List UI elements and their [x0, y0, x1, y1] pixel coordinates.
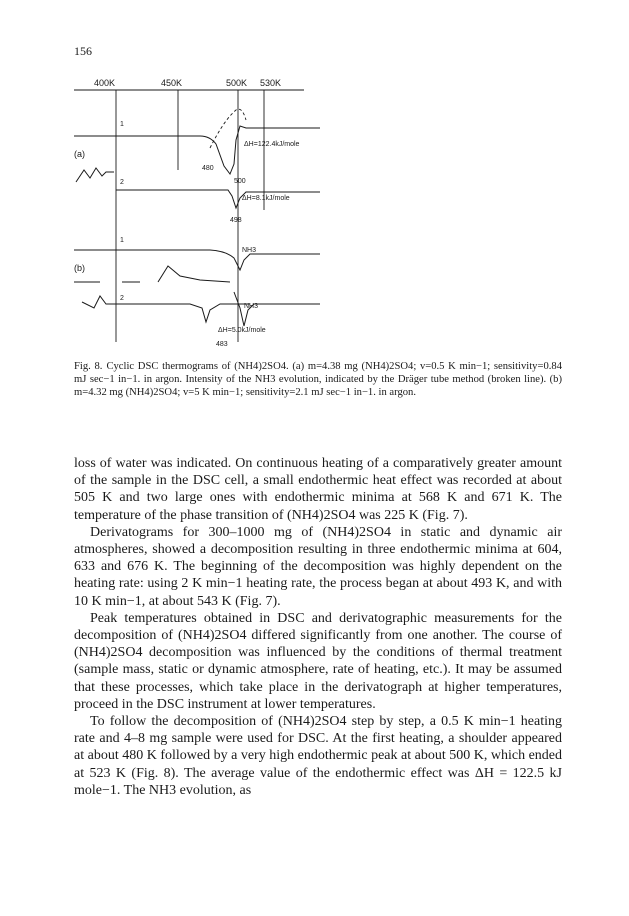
b1-nh3: NH3: [242, 247, 257, 254]
panel-a-label: (a): [74, 149, 85, 159]
b2-nh3: NH3: [244, 303, 259, 310]
nh3-evolution-dashed-a: [210, 109, 246, 148]
paragraph-3: Peak temperatures obtained in DSC and derivatographic measurements for the decomposition of (NH4)2SO4 differed significantly from one another. The course of (NH4)2SO4 decomposition was influenced by the conditions of thermal treatment (sample mass, static or dynamic atmosphere, rate of heating, etc.). It may be assumed that these processes, which take place in the derivatograph at higher temperatures, proceed in the DSC instrument at lower temperatures.: [74, 610, 562, 712]
run-b1-label: 1: [120, 237, 124, 244]
a1-enthalpy: ΔH=122.4kJ/mole: [244, 141, 300, 148]
a2-enthalpy: ΔH=8.1kJ/mole: [242, 195, 290, 202]
temp-mark-450k: 450K: [161, 78, 183, 88]
trace-b1: [74, 250, 320, 270]
caption-text: Cyclic DSC thermograms of (NH4)2SO4. (a) m=4.38 mg (NH4)2SO4; v=0.5 K min−1; sensitivity=0.84 mJ sec−1 in−1. in argon. Intensity of the NH3 evolution, indicated by the Dräger tube method (broken line). (b) m=4.32 mg (NH4)2SO4; v=5 K min−1; sensitivity=2.1 mJ sec−1 in−1. in argon.: [74, 361, 562, 399]
trace-b1-return: [74, 266, 230, 282]
a1-peak-temp: 500: [234, 178, 246, 185]
figure-caption: [74, 360, 562, 400]
trace-b2: [82, 296, 250, 322]
paragraph-1: loss of water was indicated. On continuous heating of a comparatively greater amount of the sample in the DSC cell, a small endothermic heat effect was recorded at about 505 K and two large ones with endothermic minima at 568 K and 671 K. The temperature of the phase transition of (NH4)2SO4 was 225 K (Fig. 7).: [74, 456, 562, 523]
paragraph-4: To follow the decomposition of (NH4)2SO4 step by step, a 0.5 K min−1 heating rate and 4–8 mg sample were used for DSC. At the first heating, a shoulder appeared at about 480 K followed by a very high endothermic peak at about 500 K, which ended at 523 K (Fig. 8). The average value of the endothermic effect was ΔH = 122.5 kJ mole−1. The NH3 evolution, as: [74, 714, 562, 798]
run-a1-label: 1: [120, 121, 124, 128]
b2-peak-temp: 483: [216, 341, 228, 348]
a1-shoulder-temp: 480: [202, 165, 214, 172]
paragraph-2: Derivatograms for 300–1000 mg of (NH4)2SO4 in static and dynamic air atmospheres, showed a decomposition resulting in three endothermic minima at 604, 633 and 676 K. The beginning of the decomposition was highly dependent on the heating rate: using 2 K min−1 heating rate, the process began at about 493 K, and with 10 K min−1, at about 543 K (Fig. 7).: [74, 524, 562, 609]
page-number: 156: [74, 44, 92, 58]
thermogram-plot: [60, 70, 360, 350]
temp-mark-400k: 400K: [94, 78, 116, 88]
run-b2-label: 2: [120, 295, 124, 302]
temp-mark-530k: 530K: [260, 78, 282, 88]
trace-a1: [74, 126, 320, 174]
dsc-thermogram-figure: [60, 70, 360, 350]
b2-enthalpy: ΔH=5.0kJ/mole: [218, 327, 266, 334]
caption-label: Fig. 8.: [74, 361, 103, 372]
temp-mark-500k: 500K: [226, 78, 248, 88]
body-text: [74, 455, 562, 799]
trace-a2-start: [76, 168, 114, 182]
panel-b-label: (b): [74, 263, 85, 273]
run-a2-label: 2: [120, 179, 124, 186]
a2-peak-temp: 498: [230, 217, 242, 224]
